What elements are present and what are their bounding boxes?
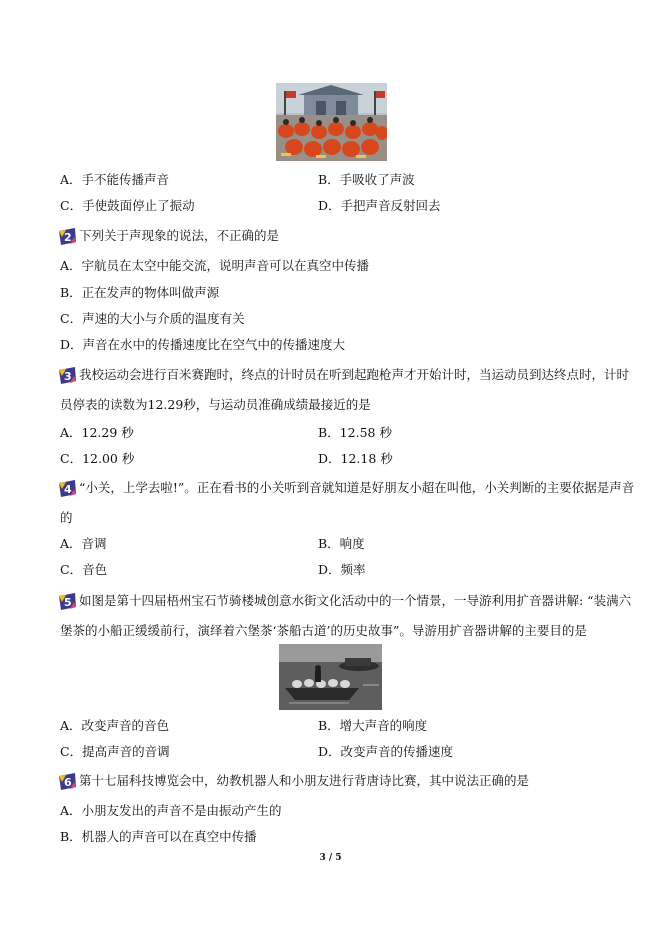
option-d: D．频率 [318,562,366,577]
option-a: A．宇航员在太空中能交流，说明声音可以在真空中传播 [60,258,370,273]
svg-text:3: 3 [64,369,72,383]
option-d: D．声音在水中的传播速度比在空气中的传播速度大 [60,337,346,352]
question-6-stem [58,772,529,790]
option-c: C．声速的大小与介质的温度有关 [60,311,245,326]
option-d: D．改变声音的传播速度 [318,744,454,759]
question-3-text: 我校运动会进行百米赛跑时，终点的计时员在听到起跑枪声才开始计时，当运动员到达终点时，计时 [79,367,630,382]
option-c: C．12.00 秒 [60,451,135,466]
option-c: C．音色 [60,562,108,577]
question-4-text-cont: 的 [60,510,73,525]
question-2-text: 下列关于声现象的说法，不正确的是 [79,228,280,243]
question-3-text-cont: 员停表的读数为12.29秒，与运动员准确成绩最接近的是 [60,397,371,412]
option-b: B．12.58 秒 [318,425,392,440]
option-a: A．手不能传播声音 [60,172,170,187]
question-6-text: 第十七届科技博览会中，幼教机器人和小朋友进行背唐诗比赛，其中说法正确的是 [79,773,530,788]
option-c: C．提高声音的音调 [60,744,170,759]
option-c: C．手使鼓面停止了振动 [60,198,195,213]
option-b: B．机器人的声音可以在真空中传播 [60,829,257,844]
question-5-stem [58,592,631,610]
option-a: A．12.29 秒 [60,425,134,440]
option-b: B．增大声音的响度 [318,718,428,733]
question-number-icon [58,593,77,610]
question-4-text: “小关，上学去啦!”。正在看书的小关听到音就知道是好朋友小超在叫他，小关判断的主要依据是声音 [79,480,635,495]
svg-text:5: 5 [64,595,72,609]
svg-text:6: 6 [64,775,72,789]
question-5-text-cont: 堡茶的小船正缓缓前行，演绎着六堡茶‘茶船古道’的历史故事”。导游用扩音器讲解的主要目的是 [60,623,587,638]
page-number: 3 / 5 [319,853,342,863]
question-2-stem [58,227,279,245]
option-a: A．音调 [60,536,107,551]
option-b: B．正在发声的物体叫做声源 [60,285,220,300]
question-number-icon [58,228,77,245]
option-a: A．改变声音的音色 [60,718,170,733]
question-5-text: 如图是第十四届梧州宝石节骑楼城创意水街文化活动中的一个情景，一导游利用扩音器讲解: “装满六 [79,593,632,608]
option-a: A．小朋友发出的声音不是由振动产生的 [60,803,282,818]
svg-text:2: 2 [64,230,72,244]
tea-boat-photo [279,644,382,710]
question-3-stem [58,366,629,384]
option-b: B．手吸收了声波 [318,172,415,187]
option-d: D．12.18 秒 [318,451,393,466]
question-number-icon [58,480,77,497]
question-number-icon [58,367,77,384]
option-d: D．手把声音反射回去 [318,198,441,213]
drum-performance-photo [276,83,387,161]
question-4-stem [58,479,634,497]
question-number-icon [58,773,77,790]
option-b: B．响度 [318,536,365,551]
svg-text:4: 4 [64,482,72,496]
